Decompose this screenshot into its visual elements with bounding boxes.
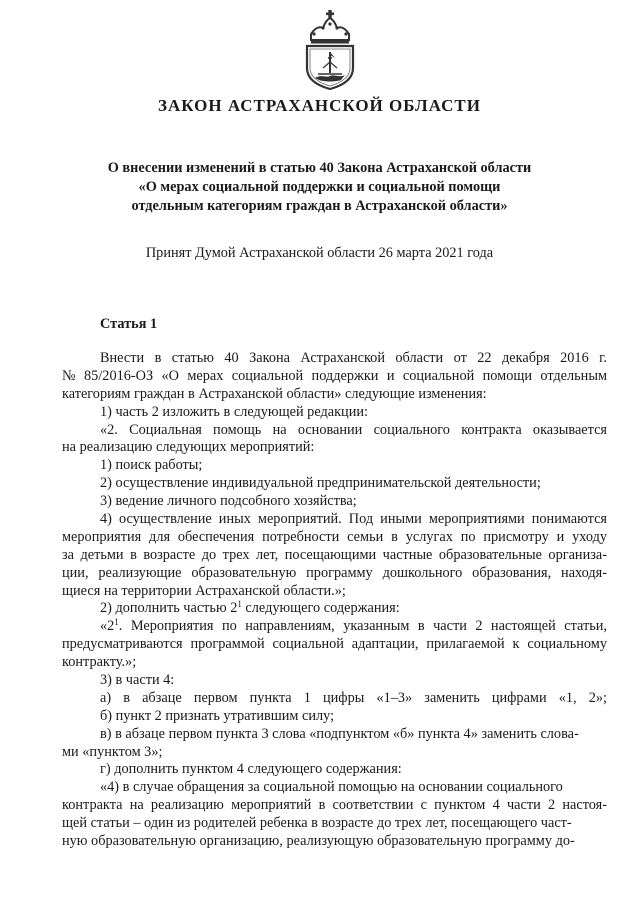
text-line: ную образовательную организацию, реализующую образовательную программу до- <box>62 833 575 850</box>
text-line: «2. Социальная помощь на основании социального контракта оказывается <box>100 421 607 438</box>
text-line: контракта на реализацию мероприятий в соответствии с пунктом 4 части 2 настоя- <box>62 797 607 814</box>
text-line: щиеся на территории Астраханской области.»; <box>62 582 346 599</box>
text-line: мероприятия для обеспечения потребности семьи в услугах по присмотру и уходу <box>62 528 607 545</box>
text-line <box>62 618 607 636</box>
text-line: «4) в случае обращения за социальной помощью на основании социального <box>100 779 563 796</box>
text-line: предусматриваются программой социальной адаптации, прилагаемой к социальному <box>62 636 607 653</box>
article-heading: Статья 1 <box>100 316 158 332</box>
subject-line: О внесении изменений в статью 40 Закона Астраханской области <box>107 160 532 176</box>
article-body <box>62 350 607 851</box>
coat-of-arms-emblem <box>301 10 359 90</box>
text-segment: 2) дополнить частью 2 <box>100 600 238 617</box>
subject-line: отдельным категориям граждан в Астраханской области» <box>131 198 508 214</box>
superscript: 1 <box>114 617 119 628</box>
text-line <box>62 600 607 618</box>
law-subject <box>0 159 639 216</box>
text-line: 1) часть 2 изложить в следующей редакции: <box>100 403 368 420</box>
text-line: категориям граждан в Астраханской области» следующие изменения: <box>62 385 487 402</box>
text-line: 2) осуществление индивидуальной предпринимательской деятельности; <box>100 475 541 492</box>
text-line: за детьми в возрасте до трех лет, посещающими частные образовательные организа- <box>62 546 607 563</box>
text-line: 4) осуществление иных мероприятий. Под иными мероприятиями понимаются <box>100 511 607 528</box>
text-segment: . Мероприятия по направлениям, указанным в части 2 настоящей статьи, <box>118 618 607 635</box>
adoption-note: Принят Думой Астраханской области 26 марта 2021 года <box>145 245 494 261</box>
text-line: а) в абзаце первом пункта 1 цифры «1–3» заменить цифрами «1, 2»; <box>100 689 607 706</box>
superscript: 1 <box>237 599 242 610</box>
text-segment: «2 <box>100 618 115 635</box>
law-title: ЗАКОН АСТРАХАНСКОЙ ОБЛАСТИ <box>157 96 481 115</box>
text-line: ми «пунктом 3»; <box>62 743 163 760</box>
text-line: ции, реализующие образовательную программу дошкольного образования, находя- <box>62 564 607 581</box>
text-line: в) в абзаце первом пункта 3 слова «подпунктом «б» пункта 4» заменить слова- <box>100 725 579 742</box>
text-line: 1) поиск работы; <box>100 457 203 474</box>
subject-line: «О мерах социальной поддержки и социальной помощи <box>138 179 501 195</box>
text-line: № 85/2016-ОЗ «О мерах социальной поддержки и социальной помощи отдельным <box>62 367 607 384</box>
text-segment: следующего содержания: <box>241 600 400 617</box>
text-line: г) дополнить пунктом 4 следующего содержания: <box>100 761 402 778</box>
text-line: б) пункт 2 признать утратившим силу; <box>100 707 335 724</box>
text-line: Внести в статью 40 Закона Астраханской области от 22 декабря 2016 г. <box>100 350 607 366</box>
text-line: на реализацию следующих мероприятий: <box>62 439 315 456</box>
text-line: 3) ведение личного подсобного хозяйства; <box>100 493 357 510</box>
text-line: щей статьи – один из родителей ребенка в возрасте до трех лет, посещающего част- <box>62 815 572 832</box>
text-line: контракту.»; <box>62 654 137 671</box>
text-line: 3) в части 4: <box>100 672 175 689</box>
